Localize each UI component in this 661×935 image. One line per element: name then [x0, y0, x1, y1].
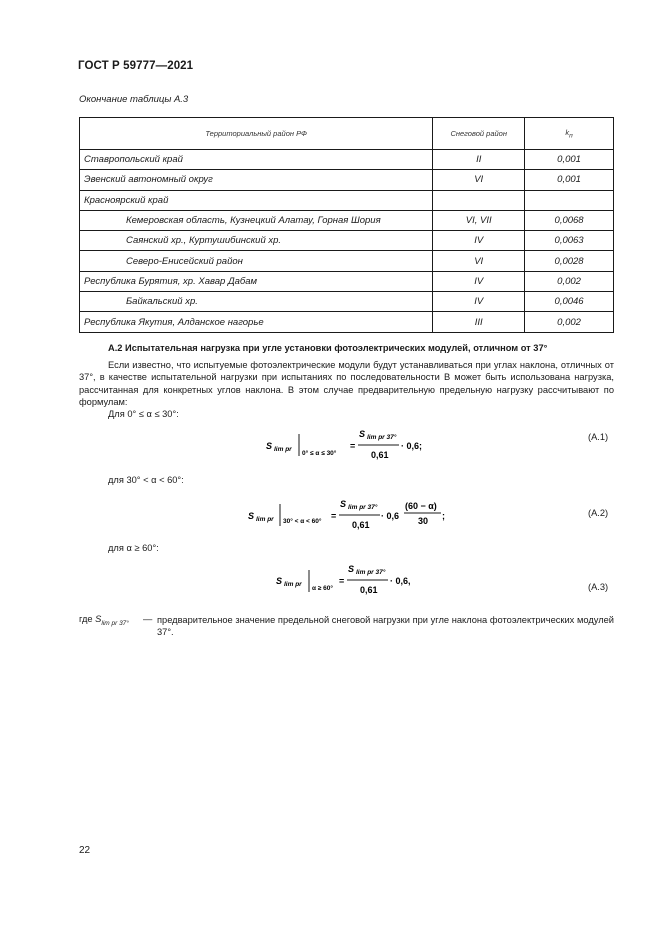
f2-frac2-den: 30: [418, 516, 429, 526]
cell-k: 0,001: [525, 170, 614, 190]
f1-den: 0,61: [371, 450, 389, 460]
f2-lhs-sym: S: [248, 511, 255, 521]
cell-snow-district: IV: [433, 292, 525, 312]
section-title: А.2 Испытательная нагрузка при угле установки фотоэлектрических модулей, отличном от 37°: [108, 343, 548, 353]
table-row: [80, 190, 614, 210]
f2-lhs-sub: lim pr: [256, 516, 274, 523]
cell-k: 0,002: [525, 312, 614, 332]
page-number: 22: [79, 845, 91, 856]
f2-range: 30° < α < 60°: [283, 518, 322, 525]
cell-k: 0,0068: [525, 210, 614, 230]
f2-num-sym: S: [340, 499, 347, 509]
where-dash: —: [143, 614, 153, 624]
where-symbol-sub: lim pr 37°: [101, 619, 129, 627]
where-text: предварительное значение предельной снеговой нагрузки при угле наклона фотоэлектрических модулей 37°.: [157, 615, 614, 638]
f3-range: α ≥ 60°: [312, 585, 334, 592]
f1-num-sub: lim pr 37°: [367, 434, 397, 441]
f2-den: 0,61: [352, 520, 370, 530]
f1-num-sym: S: [359, 429, 366, 439]
table-caption: Окончание таблицы А.3: [79, 94, 189, 105]
cell-snow-district: IV: [433, 231, 525, 251]
eq-number-2: (А.2): [588, 508, 609, 518]
table-row: [80, 271, 614, 291]
table-row: [80, 170, 614, 190]
cell-k: [525, 190, 614, 210]
cell-region: Республика Бурятия, хр. Хавар Дабам: [80, 271, 433, 291]
f2-frac2-num: (60 − α): [405, 501, 437, 511]
f1-lhs-sym: S: [266, 441, 273, 451]
f3-lhs-sub: lim pr: [284, 581, 302, 588]
cell-region: Саянский хр., Куртушибинский хр.: [80, 231, 433, 251]
f3-eq: =: [339, 576, 345, 586]
f1-range: 0° ≤ α ≤ 30°: [302, 450, 337, 457]
table-row: [80, 251, 614, 271]
col-header-snow-district: Снеговой район: [433, 118, 525, 150]
cell-snow-district: VI, VII: [433, 210, 525, 230]
f3-den: 0,61: [360, 585, 378, 595]
where-label: где $S_{lim pr 37^\circ}$: [79, 614, 129, 627]
cell-snow-district: [433, 190, 525, 210]
f3-num-sub: lim pr 37°: [356, 569, 386, 576]
table-row: [80, 150, 614, 170]
cell-region: Кемеровская область, Кузнецкий Алатау, Горная Шория: [80, 210, 433, 230]
table-row: [80, 292, 614, 312]
cell-region: Байкальский хр.: [80, 292, 433, 312]
condition-2: для 30° < α < 60°:: [108, 475, 184, 485]
condition-1: Для 0° ≤ α ≤ 30°:: [108, 409, 179, 419]
cell-snow-district: II: [433, 150, 525, 170]
cell-region: Эвенский автономный округ: [80, 170, 433, 190]
cell-region: Красноярский край: [80, 190, 433, 210]
table-row: [80, 210, 614, 230]
section-paragraph: Если известно, что испытуемые фотоэлектрические модули будут устанавливаться при углах наклона, отличных от 37°, в качестве испытательной нагрузки при испытаниях по последовательности В может быть использована нагрузка, рассчитанная для конкретных углов наклона. В этом случае предварительную предельную нагрузку рассчитывают по формулам:: [79, 360, 614, 407]
f1-lhs-sub: lim pr: [274, 446, 292, 453]
cell-region: Северо-Енисейский район: [80, 251, 433, 271]
formula-a2: [246, 494, 451, 534]
snow-table: [79, 117, 614, 333]
f2-num-sub: lim pr 37°: [348, 504, 378, 511]
cell-k: 0,001: [525, 150, 614, 170]
cell-k: 0,002: [525, 271, 614, 291]
f3-tail: · 0,6,: [390, 576, 411, 586]
cell-snow-district: VI: [433, 251, 525, 271]
cell-snow-district: VI: [433, 170, 525, 190]
table-header-row: [80, 118, 614, 150]
f2-tail: ;: [442, 511, 445, 521]
cell-snow-district: III: [433, 312, 525, 332]
where-symbol: S: [95, 614, 102, 624]
cell-region: Ставропольский край: [80, 150, 433, 170]
f2-mid: · 0,6: [381, 511, 400, 521]
cell-k: 0,0046: [525, 292, 614, 312]
table-row: [80, 312, 614, 332]
cell-k: 0,0028: [525, 251, 614, 271]
eq-number-3: (А.3): [588, 582, 609, 592]
f1-eq: =: [350, 441, 356, 451]
f1-tail: · 0,6;: [401, 441, 423, 451]
col-header-region: Территориальный район РФ: [80, 118, 433, 150]
cell-snow-district: IV: [433, 271, 525, 291]
f3-num-sym: S: [348, 564, 355, 574]
f3-lhs-sym: S: [276, 576, 283, 586]
condition-3: для α ≥ 60°:: [108, 543, 159, 553]
standard-code: ГОСТ Р 59777—2021: [78, 60, 194, 72]
col-header-k: $k_п$: [525, 118, 614, 150]
cell-k: 0,0063: [525, 231, 614, 251]
formula-a1: [264, 424, 434, 464]
table-row: [80, 231, 614, 251]
eq-number-1: (А.1): [588, 432, 609, 442]
f2-eq: =: [331, 511, 337, 521]
cell-region: Республика Якутия, Алданское нагорье: [80, 312, 433, 332]
formula-a3: [274, 562, 434, 602]
